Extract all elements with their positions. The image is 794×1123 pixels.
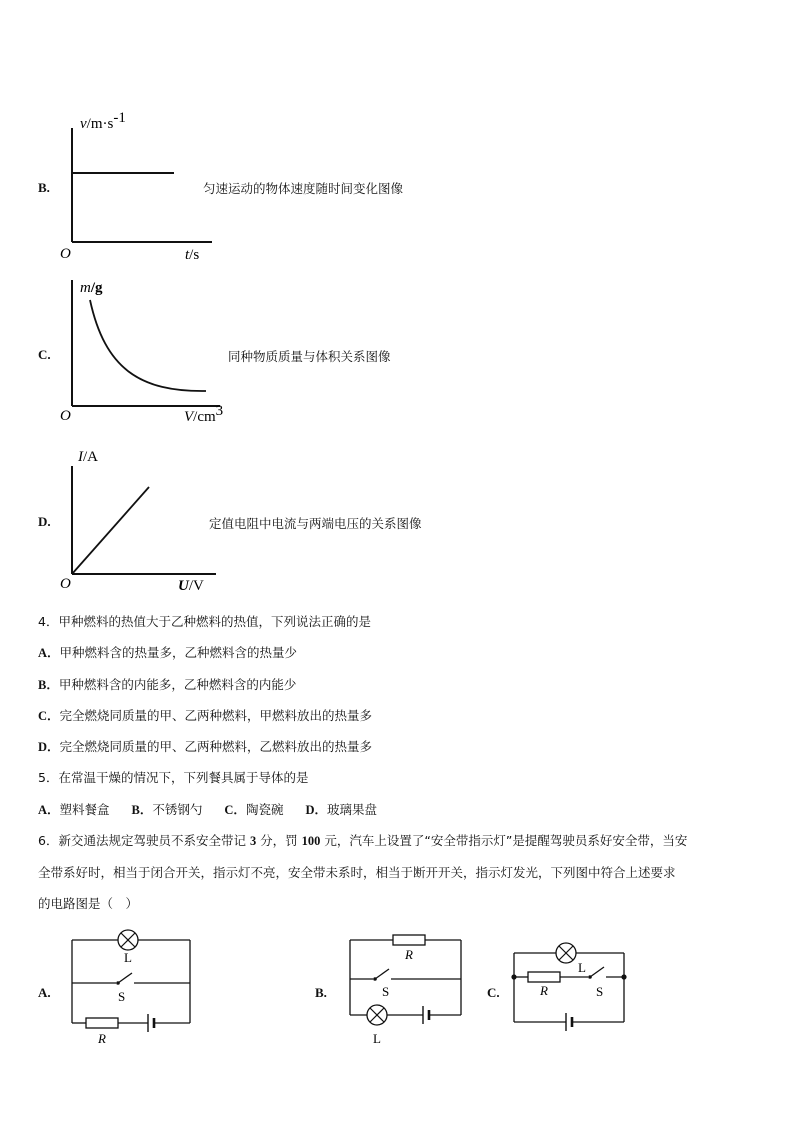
- circuit-c-lamp-icon: [556, 943, 576, 963]
- q6-line-1-b: 3: [249, 834, 257, 848]
- circuit-c-lamp-label: L: [578, 960, 586, 975]
- q5-option-d-label: D．: [305, 803, 327, 817]
- graph-b-y-label: v/m·s-1: [80, 110, 126, 132]
- circuit-c-resistor-label: R: [540, 983, 548, 998]
- q5-stem: [38, 768, 308, 786]
- q4-option-b-text: 甲种燃料含的内能多，乙种燃料含的内能少: [58, 677, 297, 692]
- q5-option-b-label: B．: [131, 803, 153, 817]
- circuit-b-resistor-icon: [393, 935, 425, 945]
- q4-option-c-label: C．: [38, 709, 60, 723]
- circuit-b-lamp-label: L: [373, 1031, 381, 1046]
- circuit-a-resistor-icon: [86, 1018, 118, 1028]
- graph-d-origin: O: [60, 576, 71, 592]
- q5-number: 5．: [38, 770, 59, 785]
- circuit-a-lamp-label: L: [124, 950, 132, 965]
- q6-line-3: 的电路图是（ ）: [38, 896, 139, 911]
- graph-b-x-label: t/s: [185, 247, 200, 263]
- graph-d-x-label: U/V: [178, 578, 204, 594]
- graph-b-option-label: B.: [38, 180, 50, 195]
- graph-d-option-label: D.: [38, 514, 51, 529]
- circuit-a-switch-label: S: [118, 989, 126, 1004]
- q4-stem: [38, 612, 371, 630]
- circuit-a-switch-icon: [118, 973, 132, 983]
- q4-option-d: [38, 737, 372, 755]
- graph-c-x-label: V/cm3: [184, 403, 224, 425]
- circuit-b-lamp-icon: [367, 1005, 387, 1025]
- q6-line-1-d: 100: [301, 834, 321, 848]
- q4-option-b-label: B．: [38, 678, 59, 692]
- graph-c-mass-volume: [60, 274, 240, 424]
- q4-option-a-label: A．: [38, 646, 60, 660]
- q6-line-1: [38, 831, 687, 849]
- q4-option-c-text: 完全燃烧同质量的甲、乙两种燃料，甲燃料放出的热量多: [59, 708, 373, 723]
- circuit-a-resistor-label: R: [98, 1031, 106, 1046]
- q6-number: 6．: [38, 833, 59, 848]
- q6-line-1-c: 分，罚: [256, 833, 302, 848]
- circuit-a-diagram: [66, 925, 196, 1045]
- circuit-c-diagram: [510, 940, 634, 1030]
- circuit-c-resistor-icon: [528, 972, 560, 982]
- q5-option-a-label: A．: [38, 803, 60, 817]
- q4-option-d-text: 完全燃烧同质量的甲、乙两种燃料，乙燃料放出的热量多: [59, 739, 373, 754]
- circuit-b-resistor-label: R: [405, 947, 413, 962]
- circuit-a-option-label: A.: [38, 985, 51, 1000]
- circuit-a-lamp-icon: [118, 930, 138, 950]
- q4-option-d-label: D．: [38, 740, 60, 754]
- circuit-b-switch-icon: [375, 969, 389, 979]
- q5-option-d-text: 玻璃果盘: [326, 802, 377, 817]
- graph-c-curve: [90, 300, 206, 391]
- q5-option-a-text: 塑料餐盒: [59, 802, 110, 817]
- graph-b-origin: O: [60, 246, 71, 262]
- q5-stem-text: 在常温干燥的情况下，下列餐具属于导体的是: [58, 770, 309, 785]
- q4-number: 4．: [38, 614, 59, 629]
- q6-line-2: 全带系好时，相当于闭合开关，指示灯不亮，安全带未系时，相当于断开开关，指示灯发光，下列图中符合上述要求: [38, 865, 676, 880]
- circuit-c-option-label: C.: [487, 985, 500, 1000]
- circuit-b-option-label: B.: [315, 985, 327, 1000]
- q4-option-a-text: 甲种燃料含的热量多，乙种燃料含的热量少: [59, 645, 298, 660]
- circuit-c-switch-icon: [590, 967, 604, 977]
- graph-b-caption: 匀速运动的物体速度随时间变化图像: [203, 181, 404, 196]
- q4-stem-text: 甲种燃料的热值大于乙种燃料的热值，下列说法正确的是: [58, 614, 371, 629]
- q4-option-a: [38, 643, 297, 661]
- circuit-b-switch-label: S: [382, 984, 390, 999]
- graph-d-y-label: I/A: [78, 449, 98, 465]
- q5-option-c-text: 陶瓷碗: [245, 802, 284, 817]
- graph-c-caption: 同种物质质量与体积关系图像: [228, 349, 391, 364]
- q4-option-b: [38, 675, 296, 693]
- circuit-b-diagram: [345, 932, 465, 1050]
- q4-option-c: [38, 706, 372, 724]
- graph-d-caption: 定值电阻中电流与两端电压的关系图像: [209, 516, 422, 531]
- graph-c-y-label: m/g: [80, 280, 103, 296]
- q5-option-c-label: C．: [224, 803, 246, 817]
- q6-line-1-a: 新交通法规定驾驶员不系安全带记: [58, 833, 250, 848]
- graph-c-origin: O: [60, 408, 71, 424]
- q5-option-b-text: 不锈钢勺: [152, 802, 203, 817]
- graph-d-proportional-line: [72, 487, 149, 574]
- q5-options: [38, 800, 377, 818]
- q6-line-1-e: 元，汽车上设置了“安全带指示灯”是提醒驾驶员系好安全带，当安: [320, 833, 688, 848]
- graph-c-option-label: C.: [38, 347, 51, 362]
- circuit-c-switch-label: S: [596, 984, 604, 999]
